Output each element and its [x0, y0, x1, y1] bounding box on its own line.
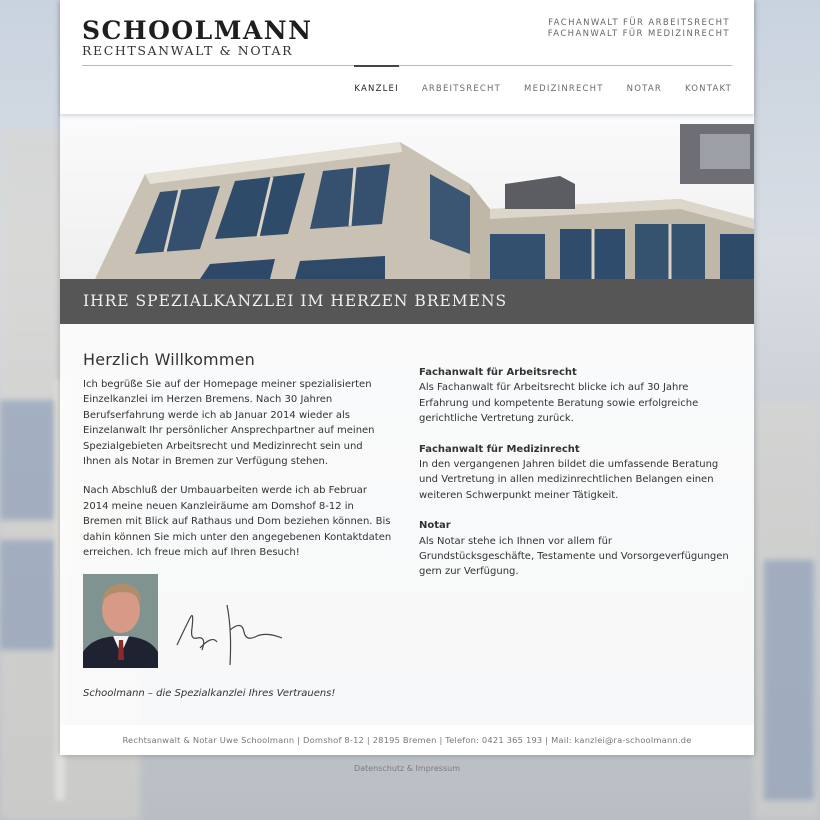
- section-title: Notar: [419, 520, 451, 532]
- hero-image: [60, 124, 754, 324]
- hero-banner: IHRE SPEZIALKANZLEI IM HERZEN BREMENS: [60, 279, 754, 324]
- section-text: Als Notar stehe ich Ihnen vor allem für Grundstücksgeschäfte, Testamente und Vorsorgeverfügungen gern zur Verfügung.: [419, 535, 729, 578]
- logo-subtitle: RECHTSANWALT & NOTAR: [82, 43, 294, 58]
- intro-column: [83, 350, 393, 574]
- welcome-title: Herzlich Willkommen: [83, 350, 256, 369]
- legal-link[interactable]: Datenschutz & Impressum: [353, 764, 461, 773]
- main-nav: [331, 66, 732, 100]
- specialty-list: [548, 18, 730, 40]
- header: [60, 0, 754, 114]
- signature-image: [172, 590, 292, 670]
- intro-paragraph-2: Nach Abschluß der Umbauarbeiten werde ich ab Februar 2014 meine neuen Kanzleiräume am Domshof 8-12 in Bremen mit Blick auf Rathaus und Dom beziehen können. Bis dahin können Sie mich unter den angegebenen Kontaktdaten erreichen. Ich freue mich auf Ihren Besuch!: [83, 485, 392, 559]
- intro-paragraph-1: Ich begrüße Sie auf der Homepage meiner spezialisierten Einzelkanzlei im Herzen Bremens. Nach 30 Jahren Berufserfahrung werde ich ab Januar 2014 wieder als Einzelanwalt Ihr persönlicher Ansprechpartner auf meinen Spezialgebieten Arbeitsrecht und Medizinrecht sein und Ihnen als Notar in Bremen zur Verfügung stehen.: [83, 379, 375, 468]
- section-text: In den vergangenen Jahren bildet die umfassende Beratung und Vertretung in allen medizinrechtlichen Belangen einen weiteren Schwerpunkt meiner Tätigkeit.: [419, 459, 719, 501]
- building-illustration: [60, 124, 754, 279]
- nav-item-kontakt[interactable]: KONTAKT: [684, 84, 732, 94]
- footer-contact: Rechtsanwalt & Notar Uwe Schoolmann | Domshof 8-12 | 28195 Bremen | Telefon: 0421 365 193 | Mail: kanzlei@ra-schoolmann.de: [60, 725, 754, 755]
- tagline: Schoolmann – die Spezialkanzlei Ihres Vertrauens!: [83, 688, 336, 699]
- nav-item-kanzlei[interactable]: KANZLEI: [354, 66, 398, 100]
- specialty-arbeitsrecht: FACHANWALT FÜR ARBEITSRECHT: [548, 18, 730, 28]
- section-medizinrecht: [419, 442, 729, 504]
- specialties-column: [419, 365, 729, 595]
- nav-item-notar[interactable]: NOTAR: [626, 84, 662, 94]
- section-text: Als Fachanwalt für Arbeitsrecht blicke ich auf 30 Jahre Erfahrung und kompetente Beratung sowie erfolgreiche gerichtliche Vertretung zurück.: [419, 382, 699, 425]
- page-container: [60, 0, 754, 755]
- logo-title[interactable]: SCHOOLMANN: [82, 16, 313, 45]
- section-title: Fachanwalt für Arbeitsrecht: [419, 367, 577, 378]
- portrait-photo: [83, 574, 158, 668]
- section-notar: [419, 518, 729, 580]
- specialty-medizinrecht: FACHANWALT FÜR MEDIZINRECHT: [547, 29, 730, 39]
- nav-item-medizinrecht[interactable]: MEDIZINRECHT: [524, 84, 604, 94]
- section-title: Fachanwalt für Medizinrecht: [419, 443, 580, 455]
- nav-item-arbeitsrecht[interactable]: ARBEITSRECHT: [421, 84, 502, 94]
- section-arbeitsrecht: [419, 365, 729, 427]
